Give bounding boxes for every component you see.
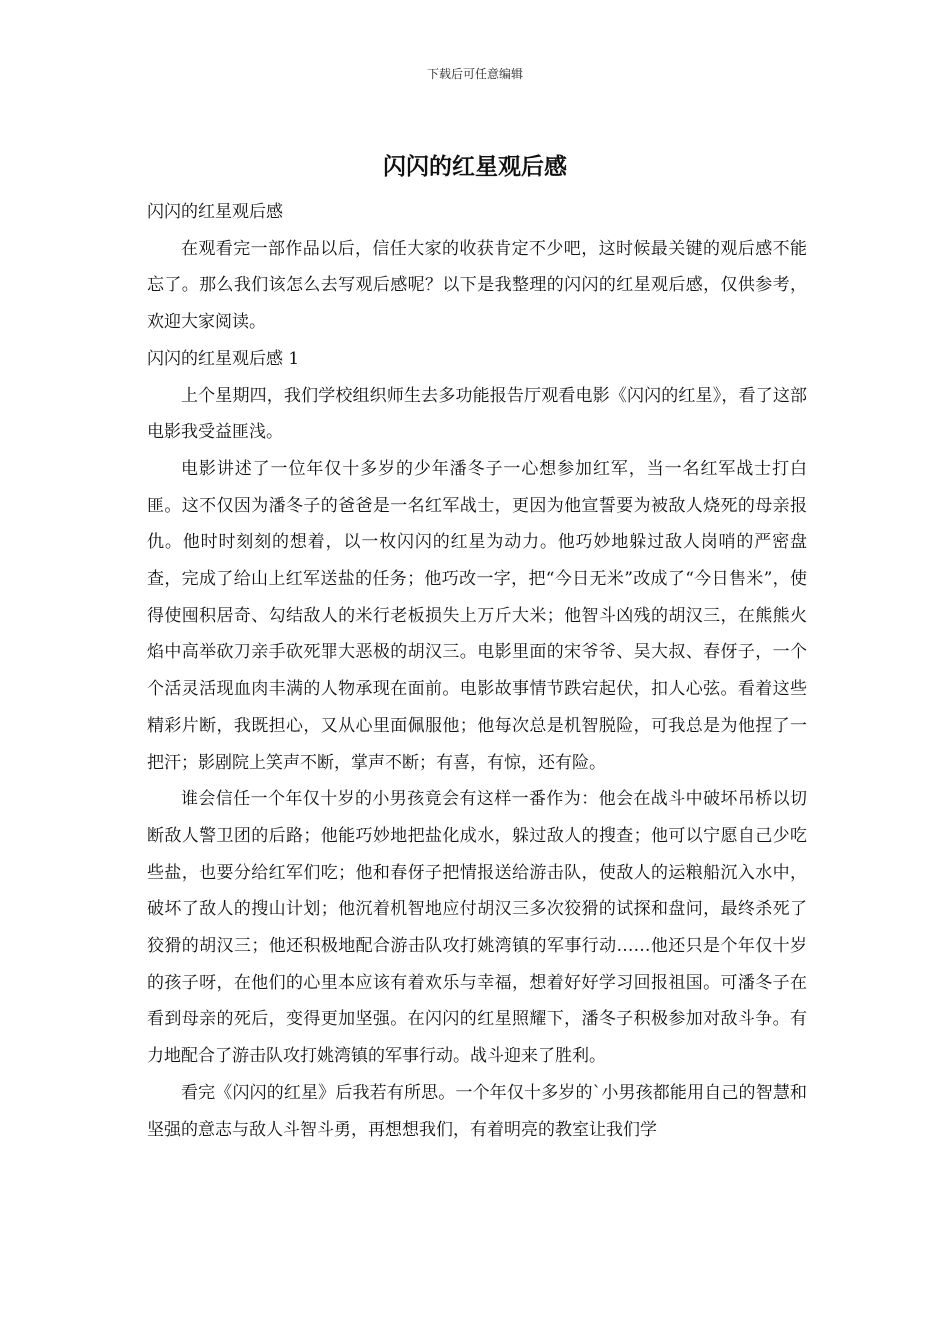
body-paragraph: 谁会信任一个年仅十岁的小男孩竟会有这样一番作为：他会在战斗中破坏吊桥以切断敌人警卫团的后路；他能巧妙地把盐化成水，躲过敌人的搜查；他可以宁愿自己少吃些盐，也要分给红军们吃；他和春伢子把情报送给游击队，使敌人的运粮船沉入水中，破坏了敌人的搜山计划；他沉着机智地应付胡汉三多次狡猾的试探和盘问，最终杀死了狡猾的胡汉三；他还积极地配合游击队攻打姚湾镇的军事行动……他还只是个年仅十岁的孩子呀，在他们的心里本应该有着欢乐与幸福，想着好好学习回报祖国。可潘冬子在看到母亲的死后，变得更加坚强。在闪闪的红星照耀下，潘冬子积极参加对敌斗争。有力地配合了游击队攻打姚湾镇的军事行动。战斗迎来了胜利。 xyxy=(147,789,807,1067)
body-paragraph: 电影讲述了一位年仅十多岁的少年潘冬子一心想参加红军，当一名红军战士打白匪。这不仅因为潘冬子的爸爸是一名红军战士，更因为他宣誓要为被敌人烧死的母亲报仇。他时时刻刻的想着，以一枚闪闪的红星为动力。他巧妙地躲过敌人岗哨的严密盘查，完成了给山上红军送盐的任务；他巧改一字，把“今日无米”改成了“今日售米”，使得使囤积居奇、勾结敌人的米行老板损失上万斤大米；他智斗凶残的胡汉三，在熊熊火焰中高举砍刀亲手砍死罪大恶极的胡汉三。电影里面的宋爷爷、吴大叔、春伢子，一个个活灵活现血肉丰满的人物承现在面前。电影故事情节跌宕起伏，扣人心弦。看着这些精彩片断，我既担心，又从心里面佩服他；他每次总是机智脱险，可我总是为他捏了一把汗；影剧院上笑声不断，掌声不断；有喜，有惊，还有险。 xyxy=(147,458,807,773)
section-heading: 闪闪的红星观后感 1 xyxy=(147,348,300,369)
document-title: 闪闪的红星观后感 xyxy=(383,153,567,180)
intro-paragraph: 在观看完一部作品以后，信任大家的收获肯定不少吧，这时候最关键的观后感不能忘了。那么我们该怎么去写观后感呢？以下是我整理的闪闪的红星观后感，仅供参考，欢迎大家阅读。 xyxy=(147,238,807,333)
subtitle-paragraph: 闪闪的红星观后感 xyxy=(147,202,283,222)
document-body xyxy=(147,194,807,1148)
body-paragraph: 看完《闪闪的红星》后我若有所思。一个年仅十多岁的`小男孩都能用自己的智慧和坚强的意志与敌人斗智斗勇，再想想我们，有着明亮的教室让我们学 xyxy=(147,1082,807,1140)
header-note: 下载后可任意编辑 xyxy=(426,67,523,81)
body-paragraph: 上个星期四，我们学校组织师生去多功能报告厅观看电影《闪闪的红星》，看了这部电影我受益匪浅。 xyxy=(147,385,807,443)
